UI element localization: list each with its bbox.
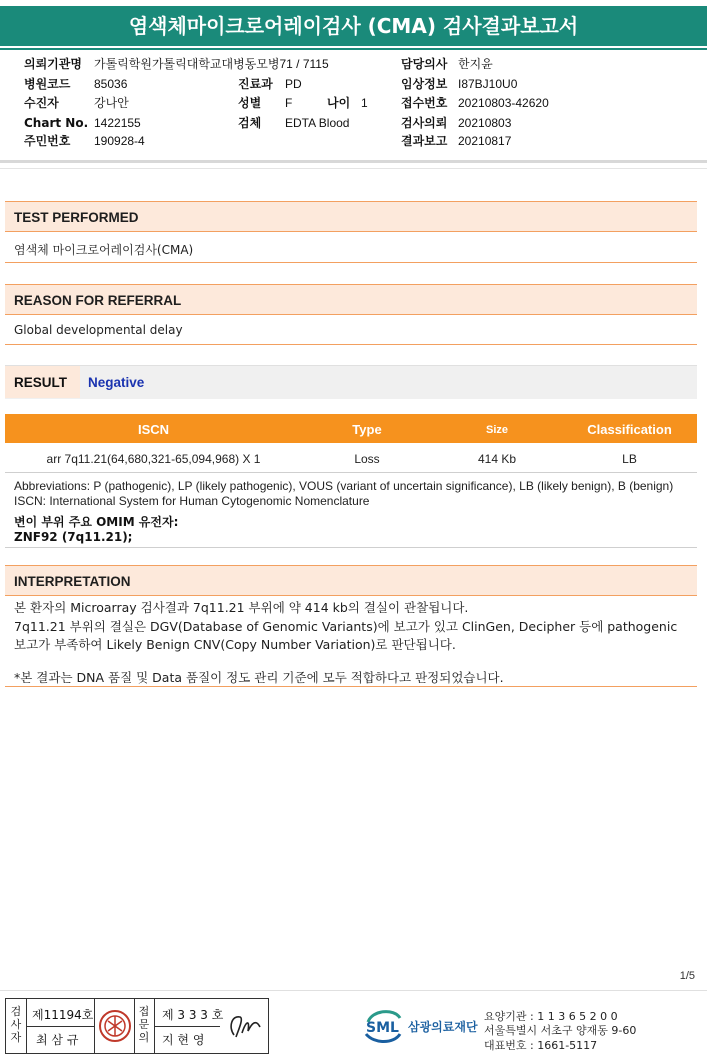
reason-heading: REASON FOR REFERRAL — [5, 284, 697, 315]
test-performed-divider — [5, 262, 697, 263]
cell-type: Loss — [354, 452, 380, 466]
institution-code: 요양기관 : 1 1 3 6 5 2 0 0 — [484, 1010, 618, 1023]
patient-value: 강나안 — [94, 96, 129, 110]
col-type: Type — [352, 422, 382, 437]
col-iscn: ISCN — [137, 422, 170, 437]
omim-label: 변이 부위 주요 OMIM 유전자: — [14, 515, 179, 529]
resident-value: 190928-4 — [94, 134, 145, 148]
chart-row — [24, 115, 141, 131]
table-row — [5, 448, 697, 470]
doctor-label: 담당의사 — [401, 57, 448, 71]
age-label: 나이 — [327, 96, 351, 110]
sig-role-2: 접 문 의 — [138, 1005, 150, 1044]
institution-label: 의뢰기관명 — [24, 57, 82, 71]
receipt-value: 20210803-42620 — [458, 96, 549, 110]
resident-row — [24, 133, 145, 149]
omim-genes: ZNF92 (7q11.21); — [14, 530, 133, 544]
sml-logo-icon — [362, 1004, 404, 1046]
specimen-row — [238, 115, 349, 131]
sex-value: F — [285, 96, 293, 110]
seal-icon — [98, 1009, 132, 1043]
signature-box — [5, 998, 269, 1054]
logo-letters: SML — [366, 1020, 399, 1036]
report-row — [401, 133, 511, 149]
report-label: 결과보고 — [401, 134, 448, 148]
receipt-row — [401, 95, 549, 111]
test-performed-text: 염색체 마이크로어레이검사(CMA) — [14, 243, 194, 257]
department-label: 진료과 — [238, 77, 273, 91]
age-value: 1 — [361, 96, 368, 110]
header-separator — [0, 160, 707, 163]
hospital-code-row — [24, 76, 127, 92]
result-table-header — [5, 414, 697, 443]
patient-row — [24, 95, 129, 111]
iscn-definition: ISCN: International System for Human Cytogenomic Nomenclature — [14, 494, 370, 508]
cell-classification: LB — [622, 452, 637, 466]
title-underline — [0, 48, 707, 50]
hospital-code-value: 85036 — [94, 77, 128, 91]
resident-label: 주민번호 — [24, 134, 71, 148]
department-value: PD — [285, 77, 302, 91]
cell-iscn: arr 7q11.21(64,680,321-65,094,968) X 1 — [46, 452, 261, 466]
sig-license-2: 제 3 3 3 호 — [162, 1008, 224, 1022]
test-performed-heading: TEST PERFORMED — [5, 201, 697, 232]
omim-divider — [5, 547, 697, 548]
chart-value: 1422155 — [94, 116, 141, 130]
patient-label: 수진자 — [24, 96, 59, 110]
phone: 대표번호 : 1661-5117 — [484, 1039, 598, 1052]
interpretation-divider — [5, 686, 697, 687]
abbreviations-line: Abbreviations: P (pathogenic), LP (likely pathogenic), VOUS (variant of uncertain significance), LB (likely benign), B (benign) — [14, 479, 674, 493]
result-bar — [5, 365, 697, 399]
interpretation-line-1: 본 환자의 Microarray 검사결과 7q11.21 부위에 약 414 kb의 결실이 관찰됩니다. — [14, 600, 469, 615]
sig-name-2: 지 현 영 — [162, 1033, 205, 1047]
interpretation-line-3: 보고가 부족하여 Likely Benign CNV(Copy Number Variation)로 판단됩니다. — [14, 637, 456, 652]
report-value: 20210817 — [458, 134, 512, 148]
sex-row — [238, 95, 368, 111]
header-separator-thin — [0, 168, 707, 169]
result-value: Negative — [88, 375, 145, 390]
interpretation-heading: INTERPRETATION — [5, 565, 697, 596]
col-size: Size — [485, 424, 508, 436]
request-value: 20210803 — [458, 116, 512, 130]
report-title: 염색체마이크로어레이검사 (CMA) 검사결과보고서 — [0, 6, 707, 46]
clinical-value: I87BJ10U0 — [458, 77, 518, 91]
sig-license-1: 제11194호 — [32, 1008, 94, 1022]
clinical-label: 임상정보 — [401, 77, 448, 91]
sex-label: 성별 — [238, 96, 262, 110]
address: 서울특별시 서초구 양재동 9-60 — [484, 1024, 637, 1037]
cell-size: 414 Kb — [477, 452, 517, 466]
institution-value: 가톨릭학원가톨릭대학교대병동모병71 / 7115 — [94, 57, 329, 71]
signature-icon — [224, 1009, 264, 1045]
doctor-value: 한지윤 — [458, 57, 493, 71]
clinical-row — [401, 76, 517, 92]
specimen-value: EDTA Blood — [285, 116, 350, 130]
reason-text: Global developmental delay — [14, 323, 183, 337]
chart-label: Chart No. — [24, 116, 89, 130]
logo-name: 삼광의료재단 — [408, 1020, 478, 1034]
department-row — [238, 76, 302, 92]
hospital-code-label: 병원코드 — [24, 77, 71, 91]
institution-row — [24, 56, 329, 72]
result-label: RESULT — [5, 366, 80, 398]
interpretation-note: *본 결과는 DNA 품질 및 Data 품질이 정도 관리 기준에 모두 적합하다고 판정되었습니다. — [14, 670, 504, 685]
table-divider — [5, 472, 697, 473]
request-label: 검사의뢰 — [401, 116, 448, 130]
sig-name-1: 최 삼 규 — [36, 1033, 79, 1047]
doctor-row — [401, 56, 493, 72]
page-number: 1/5 — [679, 970, 695, 982]
specimen-label: 검체 — [238, 116, 262, 130]
receipt-label: 접수번호 — [401, 96, 448, 110]
reason-divider — [5, 344, 697, 345]
col-classification: Classification — [587, 422, 672, 437]
footer-divider — [0, 990, 707, 991]
request-row — [401, 115, 511, 131]
interpretation-line-2: 7q11.21 부위의 결실은 DGV(Database of Genomic Variants)에 보고가 있고 ClinGen, Decipher 등에 pathogenic — [14, 619, 678, 634]
sig-role-1: 검 사 자 — [10, 1005, 22, 1044]
